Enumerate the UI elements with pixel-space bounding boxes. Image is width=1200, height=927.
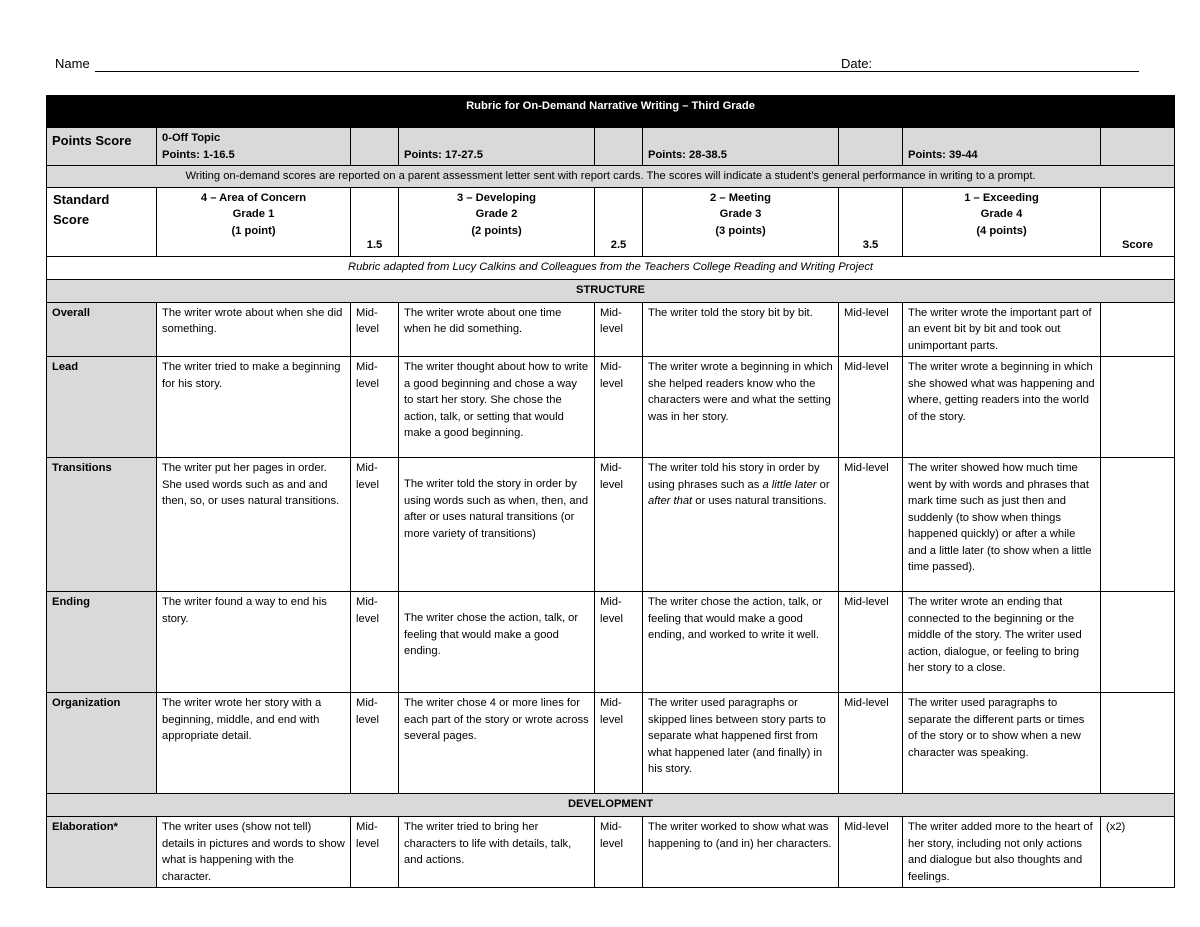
mid-level-cell: Mid-level (351, 817, 399, 888)
level-grade: Grade 3 (719, 208, 762, 220)
criterion-cell: The writer used paragraphs to separate the different parts or times of the story or to show when a new character was speaking. (903, 693, 1101, 794)
level-points: (3 points) (715, 224, 766, 237)
mid-level-cell: Mid-level (351, 693, 399, 794)
score-cell[interactable] (1101, 458, 1175, 592)
points-col-1 (157, 128, 351, 166)
row-label-overall: Overall (47, 302, 157, 357)
row-label-ending: Ending (47, 592, 157, 693)
score-cell[interactable] (1101, 302, 1175, 357)
score-cell[interactable] (1101, 357, 1175, 458)
level-points: (2 points) (471, 224, 522, 237)
name-field-line[interactable] (95, 71, 895, 72)
mid-level-cell: Mid-level (839, 458, 903, 592)
table-row (47, 817, 1175, 888)
points-range-1: Points: 1-16.5 (162, 148, 235, 161)
criterion-cell (399, 458, 595, 592)
level-points: (1 point) (231, 224, 276, 237)
points-blank (351, 128, 399, 166)
half-score-2-5: 2.5 (595, 187, 643, 256)
level-1-header (903, 187, 1101, 256)
criterion-cell: The writer found a way to end his story. (157, 592, 351, 693)
half-score-1-5: 1.5 (351, 187, 399, 256)
criterion-italic: a little later (762, 478, 817, 491)
score-label: Score (53, 211, 90, 227)
date-label: Date: (841, 56, 873, 71)
row-label-elaboration: Elaboration* (47, 817, 157, 888)
table-row (47, 693, 1175, 794)
criterion-cell: The writer chose 4 or more lines for each part of the story or wrote across several pages. (399, 693, 595, 794)
mid-level-cell: Mid-level (595, 817, 643, 888)
mid-level-cell: Mid-level (839, 693, 903, 794)
criterion-cell: The writer chose the action, talk, or feeling that would make a good ending, and worked to write it well. (643, 592, 839, 693)
criterion-cell: The writer told the story bit by bit. (643, 302, 839, 357)
criterion-italic: after that (648, 495, 693, 507)
mid-level-cell: Mid-level (595, 693, 643, 794)
criterion-text: The writer told the story in order by using words such as when, then, and after or uses natural transitions (or more variety of transitions) (404, 478, 589, 540)
standard-label: Standard (53, 191, 110, 207)
criterion-cell: The writer wrote a beginning in which she helped readers know who the characters were and what the setting was in her story. (643, 357, 839, 458)
score-cell[interactable] (1101, 693, 1175, 794)
mid-level-cell: Mid-level (839, 817, 903, 888)
criterion-cell: The writer wrote her story with a beginning, middle, and end with appropriate detail. (157, 693, 351, 794)
section-structure: STRUCTURE (47, 279, 1175, 302)
table-row (47, 458, 1175, 592)
reporting-note: Writing on-demand scores are reported on a parent assessment letter sent with report cards. The scores will indicate a student’s general performance in writing to a prompt. (47, 166, 1175, 188)
score-column-header: Score (1101, 187, 1175, 256)
level-2-header (643, 187, 839, 256)
row-label-transitions: Transitions (47, 458, 157, 592)
score-cell[interactable] (1101, 592, 1175, 693)
level-3-header (399, 187, 595, 256)
table-row (47, 302, 1175, 357)
mid-level-cell: Mid-level (595, 458, 643, 592)
criterion-cell: The writer wrote an ending that connected to the beginning or the middle of the story. The writer used action, dialogue, or feeling to bring her story to a close. (903, 592, 1101, 693)
mid-level-cell: Mid-level (595, 302, 643, 357)
points-range-3: Points: 28-38.5 (643, 128, 839, 166)
section-development: DEVELOPMENT (47, 794, 1175, 817)
criterion-cell: The writer thought about how to write a good beginning and chose a way to start her story. She chose the action, talk, or setting that would make a good beginning. (399, 357, 595, 458)
rubric-table (46, 95, 1175, 888)
criterion-text: or uses natural transitions. (692, 495, 827, 507)
points-blank (1101, 128, 1175, 166)
mid-level-cell: Mid-level (839, 357, 903, 458)
mid-level-cell: Mid-level (351, 302, 399, 357)
criterion-cell: The writer put her pages in order. She used words such as and and then, so, or uses natural transitions. (157, 458, 351, 592)
level-grade: Grade 2 (475, 208, 518, 220)
criterion-cell: The writer wrote the important part of an event bit by bit and took out unimportant parts. (903, 302, 1101, 357)
level-4-header (157, 187, 351, 256)
table-row (47, 592, 1175, 693)
criterion-cell: The writer used paragraphs or skipped lines between story parts to separate what happened first from what happened later (and finally) in his story. (643, 693, 839, 794)
criterion-text: or (816, 478, 830, 491)
level-title: 2 – Meeting (710, 191, 771, 204)
adapted-credit: Rubric adapted from Lucy Calkins and Colleagues from the Teachers College Reading and Writing Project (47, 256, 1175, 279)
criterion-text: The writer told his story in order by using phrases such as (648, 462, 820, 491)
level-title: 4 – Area of Concern (200, 191, 307, 204)
level-title: 3 – Developing (457, 191, 536, 204)
score-multiplier[interactable]: (x2) (1101, 817, 1175, 888)
criterion-cell: The writer wrote about when she did something. (157, 302, 351, 357)
points-blank (839, 128, 903, 166)
criterion-cell: The writer wrote about one time when he did something. (399, 302, 595, 357)
standard-score-label (47, 187, 157, 256)
date-field-line[interactable] (881, 71, 1139, 72)
mid-level-cell: Mid-level (595, 357, 643, 458)
criterion-cell: The writer showed how much time went by with words and phrases that mark time such as just then and suddenly (to show when things happened quickly) or after a while and a little later (to show when a little time passed). (903, 458, 1101, 592)
criterion-cell (399, 592, 595, 693)
half-score-3-5: 3.5 (839, 187, 903, 256)
level-points: (4 points) (976, 224, 1027, 237)
level-grade: Grade 1 (232, 208, 275, 220)
criterion-cell: The writer added more to the heart of her story, including not only actions and dialogue but also thoughts and feelings. (903, 817, 1101, 888)
rubric-title: Rubric for On-Demand Narrative Writing – Third Grade (47, 96, 1175, 128)
criterion-cell: The writer wrote a beginning in which she showed what was happening and where, getting readers into the world of the story. (903, 357, 1101, 458)
points-range-4: Points: 39-44 (903, 128, 1101, 166)
level-title: 1 – Exceeding (964, 191, 1039, 204)
criterion-cell: The writer tried to bring her characters to life with details, talk, and actions. (399, 817, 595, 888)
row-label-lead: Lead (47, 357, 157, 458)
name-label: Name (55, 56, 90, 71)
mid-level-cell: Mid-level (839, 302, 903, 357)
level-grade: Grade 4 (980, 208, 1023, 220)
criterion-cell (643, 458, 839, 592)
mid-level-cell: Mid-level (351, 458, 399, 592)
points-score-label: Points Score (47, 128, 157, 166)
points-blank (595, 128, 643, 166)
criterion-cell: The writer tried to make a beginning for his story. (157, 357, 351, 458)
mid-level-cell: Mid-level (595, 592, 643, 693)
criterion-cell: The writer uses (show not tell) details in pictures and words to show what is happening with the character. (157, 817, 351, 888)
criterion-text: The writer chose the action, talk, or feeling that would make a good ending. (404, 612, 579, 657)
table-row (47, 357, 1175, 458)
row-label-organization: Organization (47, 693, 157, 794)
mid-level-cell: Mid-level (351, 592, 399, 693)
off-topic-label: 0-Off Topic (162, 132, 221, 144)
criterion-cell: The writer worked to show what was happening to (and in) her characters. (643, 817, 839, 888)
points-range-2: Points: 17-27.5 (399, 128, 595, 166)
mid-level-cell: Mid-level (839, 592, 903, 693)
mid-level-cell: Mid-level (351, 357, 399, 458)
